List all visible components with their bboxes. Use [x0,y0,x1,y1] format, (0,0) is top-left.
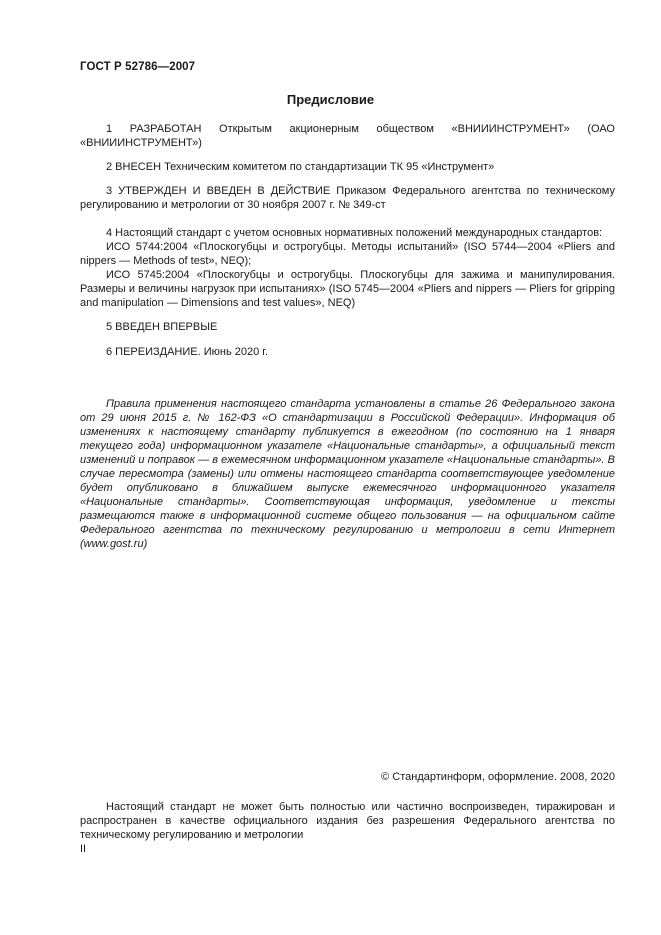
foreword-paragraph: 6 ПЕРЕИЗДАНИЕ. Июнь 2020 г. [106,346,268,358]
foreword-item-5 [80,320,615,334]
foreword-paragraph: 1 РАЗРАБОТАН Открытым акционерным обществом «ВНИИИНСТРУМЕНТ» (ОАО «ВНИИИНСТРУМЕНТ») [80,123,615,149]
foreword-item-2 [80,160,615,174]
foreword-paragraph: 3 УТВЕРЖДЕН И ВВЕДЕН В ДЕЙСТВИЕ Приказом Федерального агентства по техническому регулированию и метрологии от 30 ноября 2007 г. № 349-ст [80,185,615,211]
page-number: II [80,843,87,855]
foreword-paragraph: 2 ВНЕСЕН Техническим комитетом по стандартизации ТК 95 «Инструмент» [106,161,495,173]
foreword-item-3 [80,184,615,212]
copyright-line: © Стандартинформ, оформление. 2008, 2020 [381,771,615,783]
foreword-paragraph: ИСО 5744:2004 «Плоскогубцы и острогубцы. Методы испытаний» (ISO 5744—2004 «Pliers and nippers — Methods of test», NEQ); [80,241,615,267]
reproduction-notice: Настоящий стандарт не может быть полностью или частично воспроизведен, тиражирован и распространен в качестве официального издания без разрешения Федерального агентства по техническому регулированию и метрологии [80,801,615,841]
foreword-item-4 [80,226,615,310]
foreword-item-6 [80,345,615,359]
foreword-paragraph: 4 Настоящий стандарт с учетом основных нормативных положений международных стандартов: [106,227,603,239]
foreword-item-1 [80,122,615,150]
foreword-paragraph: ИСО 5745:2004 «Плоскогубцы и острогубцы. Плоскогубцы для зажима и манипулирования. Размеры и величины нагрузок при испытаниях» (ISO 5745—2004 «Pliers and nippers — Pliers for gripping and manipulation — Dimensions and test values», NEQ) [80,269,615,309]
application-rules-notice: Правила применения настоящего стандарта установлены в статье 26 Федерального закона от 29 июня 2015 г. № 162-ФЗ «О стандартизации в Российской Федерации». Информация об изменениях к настоящему стандарту публикуется в ежегодном (по состоянию на 1 января текущего года) информационном указателе «Национальные стандарты», а официальный текст изменений и поправок — в ежемесячном информационном указателе «Национальные стандарты». В случае пересмотра (замены) или отмены настоящего стандарта соответствующее уведомление будет опубликовано в ближайшем выпуске ежемесячного информационного указателя «Национальные стандарты». Соответствующая информация, уведомление и тексты размещаются также в информационной системе общего пользования — на официальном сайте Федерального агентства по техническому регулированию и метрологии в сети Интернет (www.gost.ru) [80,398,615,550]
page-title: Предисловие [286,92,375,107]
foreword-paragraph: 5 ВВЕДЕН ВПЕРВЫЕ [106,321,218,333]
standard-code: ГОСТ Р 52786—2007 [80,61,196,73]
